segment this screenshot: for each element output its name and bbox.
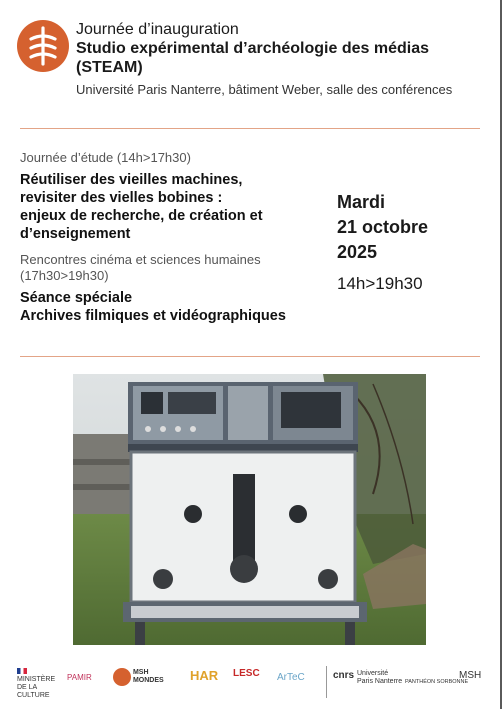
msh-mondes-icon — [113, 668, 131, 686]
header-line-3: (STEAM) — [76, 59, 143, 76]
lesc-logo — [233, 670, 260, 678]
pamir-logo — [67, 674, 92, 682]
session-title-line: Séance spéciale — [20, 290, 133, 306]
study-day-title — [20, 171, 325, 243]
artec-logo — [277, 674, 305, 682]
ministere-culture-logo — [17, 668, 56, 700]
program-column — [20, 150, 325, 325]
divider-bottom — [20, 356, 480, 357]
study-day-title-line: revisiter des vielles bobines : — [20, 190, 223, 206]
steam-logo-icon — [17, 20, 69, 72]
header-line-1-bold: inauguration — [150, 21, 239, 38]
header-line-1 — [76, 20, 496, 39]
universite-paris-nanterre-logo — [357, 670, 405, 686]
ministere-culture-text: MINISTÈRE DE LA CULTURE — [17, 676, 56, 699]
header-line-1-prefix: Journée d’ — [76, 21, 151, 38]
study-day-title-line: enjeux de recherche, de création et — [20, 208, 263, 224]
event-date — [337, 190, 487, 295]
date-line: Mardi — [337, 192, 386, 212]
lesc-text: LESC — [233, 668, 260, 679]
session-title-line: Archives filmiques et vidéographiques — [20, 308, 286, 324]
cnrs-logo — [333, 672, 354, 680]
artec-text: ArTeC — [277, 672, 305, 683]
event-header — [76, 20, 496, 98]
meetings-label — [20, 252, 325, 284]
study-day-title-line: Réutiliser des vieilles machines, — [20, 172, 243, 188]
date-line: 2025 — [337, 242, 378, 262]
meetings-label-line: Rencontres cinéma et sciences humaines — [20, 252, 261, 267]
header-line-2: Studio expérimental d’archéologie des médias — [76, 40, 429, 57]
study-day-label: Journée d’étude (14h>17h30) — [20, 150, 191, 165]
event-location: Université Paris Nanterre, bâtiment Weber, salle des conférences — [76, 82, 453, 97]
msh-logo — [459, 672, 481, 680]
machine-photo — [73, 374, 426, 645]
msh-text: MSH — [459, 670, 482, 681]
msh-mondes-text: MSH MONDES — [132, 669, 164, 684]
meetings-label-line: (17h30>19h30) — [20, 268, 109, 283]
session-title — [20, 289, 325, 325]
har-text: HAR — [190, 668, 219, 683]
date-line: 21 octobre — [337, 217, 429, 237]
msh-mondes-logo — [113, 668, 164, 686]
flag-icon — [17, 668, 27, 674]
divider-top — [20, 128, 480, 129]
study-day-title-line: d’enseignement — [20, 226, 131, 242]
pamir-text: PAMIR — [67, 673, 92, 682]
logo-separator — [326, 666, 327, 698]
event-time: 14h>19h30 — [337, 274, 423, 293]
pantheon-sorbonne-text: PANTHÉON SORBONNE — [405, 679, 469, 685]
universite-paris-nanterre-text: Université Paris Nanterre — [357, 670, 403, 685]
partner-logos — [15, 664, 495, 700]
cnrs-text: cnrs — [333, 670, 355, 681]
har-logo — [190, 668, 219, 683]
